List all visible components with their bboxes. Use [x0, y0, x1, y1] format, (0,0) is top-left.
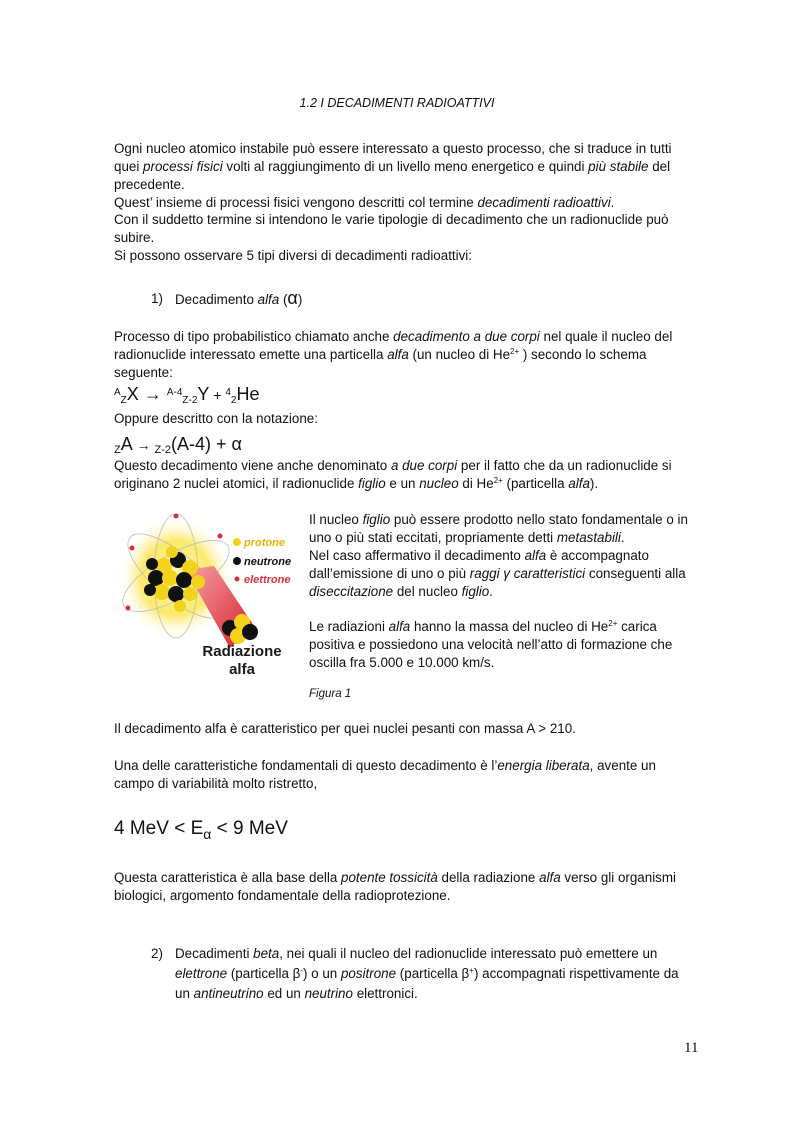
legend-neutron-label: neutrone — [244, 556, 292, 568]
alpha-decay-notation: $_Z$A → $_{Z-2}$(A-4) + α — [114, 434, 242, 456]
side-line-2: uno o più stati eccitati, propriamente detti metastabili. — [309, 530, 625, 545]
legend-proton-label: protone — [244, 537, 285, 549]
side-line-4: dall’emissione di uno o più raggi γ caratteristici conseguenti alla — [309, 566, 686, 581]
side-line-7: positiva e possiedono una velocità nell’atto di formazione che — [309, 637, 673, 652]
energy-range-formula: 4 MeV < $E_\alpha < 9$ MeV — [114, 818, 288, 842]
intro-line-2: quei processi fisici volti al raggiungimento di un livello meno energetico e quindi più stabile del — [114, 159, 671, 174]
alpha-decay-equation: $^A$ZX → $^{A-4}$Z-2Y + $^4$2He — [114, 384, 260, 406]
section-title: 1.2 I DECADIMENTI RADIOATTIVI — [299, 96, 495, 110]
oppure-line: Oppure descritto con la notazione: — [114, 411, 318, 426]
side-line-3: Nel caso affermativo il decadimento alfa è accompagnato — [309, 548, 649, 563]
side-line-6: Le radiazioni alfa hanno la massa del nucleo di $He^{2+}$ carica — [309, 619, 657, 634]
legend-electron-swatch — [235, 577, 240, 582]
legend-electron-label: elettrone — [244, 574, 291, 586]
p5-line-1: Questa caratteristica è alla base della potente tossicità della radiazione alfa verso gli organismi — [114, 870, 677, 885]
intro-line-1: Ogni nucleo atomico instabile può essere interessato a questo processo, che si traduce in tutti — [114, 141, 672, 156]
p3-line: Il decadimento alfa è caratteristico per quei nuclei pesanti con massa A > 210. — [114, 721, 576, 736]
p4-line-2: campo di variabilità molto ristretto, — [114, 776, 318, 791]
p1-line-2: radionuclide interessato emette una particella alfa (un nucleo di $He^{2+}$ ) secondo lo schema — [114, 347, 647, 362]
alpha-radiation-figure — [114, 508, 298, 680]
alpha-radiation-illustration — [114, 508, 298, 680]
p2-line-1: Questo decadimento viene anche denominato a due corpi per il fatto che da un radionuclide si — [114, 458, 672, 473]
figure-label-line-2: alfa — [229, 661, 255, 678]
side-line-1: Il nucleo figlio può essere prodotto nello stato fondamentale o in — [309, 512, 688, 527]
item-2-number: 2) — [151, 946, 163, 961]
p4-line-1: Una delle caratteristiche fondamentali di questo decadimento è l’energia liberata, avente un — [114, 758, 656, 773]
electron — [126, 606, 131, 611]
electron — [130, 546, 135, 551]
p2-line-2: originano 2 nuclei atomici, il radionuclide figlio e un nucleo di $He^{2+}$ (particella alfa). — [114, 476, 599, 491]
intro-line-6: subire. — [114, 230, 155, 245]
side-line-5: diseccitazione del nucleo figlio. — [309, 584, 493, 599]
item-2-line-3: un antineutrino ed un neutrino elettronici. — [175, 986, 418, 1001]
page-number: 11 — [684, 1040, 699, 1056]
intro-line-3: precedente. — [114, 177, 185, 192]
electron — [174, 514, 179, 519]
p5-line-2: biologici, argomento fondamentale della radioprotezione. — [114, 888, 451, 903]
item-1-heading: Decadimento alfa (α) — [175, 288, 303, 308]
side-line-8: oscilla fra 5.000 e 10.000 km/s. — [309, 655, 495, 670]
legend-proton-swatch — [233, 538, 241, 546]
p1-line-1: Processo di tipo probabilistico chiamato anche decadimento a due corpi nel quale il nucleo del — [114, 329, 673, 344]
item-2-line-1: Decadimenti beta, nei quali il nucleo del radionuclide interessato può emettere un — [175, 946, 658, 961]
intro-line-4: Quest’ insieme di processi fisici vengono descritti col termine decadimenti radioattivi. — [114, 195, 615, 210]
legend-neutron-swatch — [233, 557, 241, 565]
item-1-number: 1) — [151, 291, 163, 306]
figure-caption: Figura 1 — [309, 688, 352, 700]
figure-label-line-1: Radiazione — [202, 643, 282, 660]
item-2-line-2: elettrone (particella β-) o un positrone (particella β+) accompagnati rispettivamente da — [175, 966, 679, 981]
electron — [218, 534, 223, 539]
intro-line-7: Si possono osservare 5 tipi diversi di decadimenti radioattivi: — [114, 248, 473, 263]
intro-line-5: Con il suddetto termine si intendono le varie tipologie di decadimento che un radionuclide può — [114, 212, 669, 227]
p1-line-3: seguente: — [114, 365, 173, 380]
